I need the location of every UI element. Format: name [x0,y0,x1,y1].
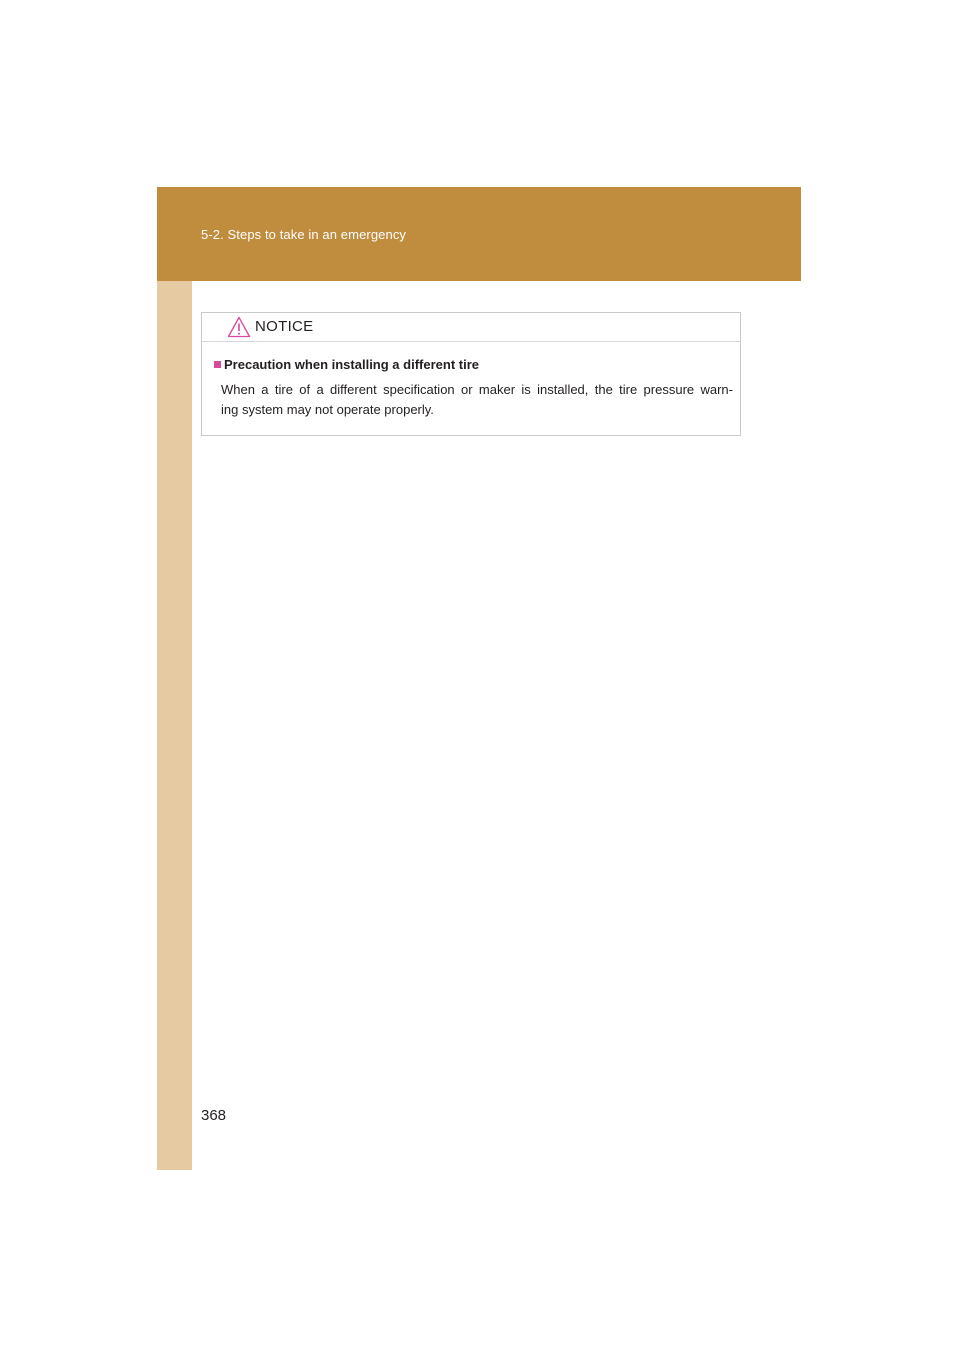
header-band [157,187,801,281]
topic-title: Precaution when installing a different tire [224,357,479,372]
notice-label: NOTICE [255,318,314,335]
notice-body-line: When a tire of a different specification or maker is installed, the tire pressure warn- [221,382,733,397]
notice-box [201,312,741,436]
side-band [157,281,192,1170]
square-bullet-icon [214,361,221,368]
notice-body [221,380,733,420]
page-number: 368 [201,1107,227,1124]
manual-page [157,187,801,1170]
notice-header [202,313,740,342]
topic-heading [214,356,479,374]
notice-body-line: ing system may not operate properly. [221,402,434,417]
warning-triangle-icon [227,316,251,338]
section-title: 5-2. Steps to take in an emergency [201,227,407,242]
